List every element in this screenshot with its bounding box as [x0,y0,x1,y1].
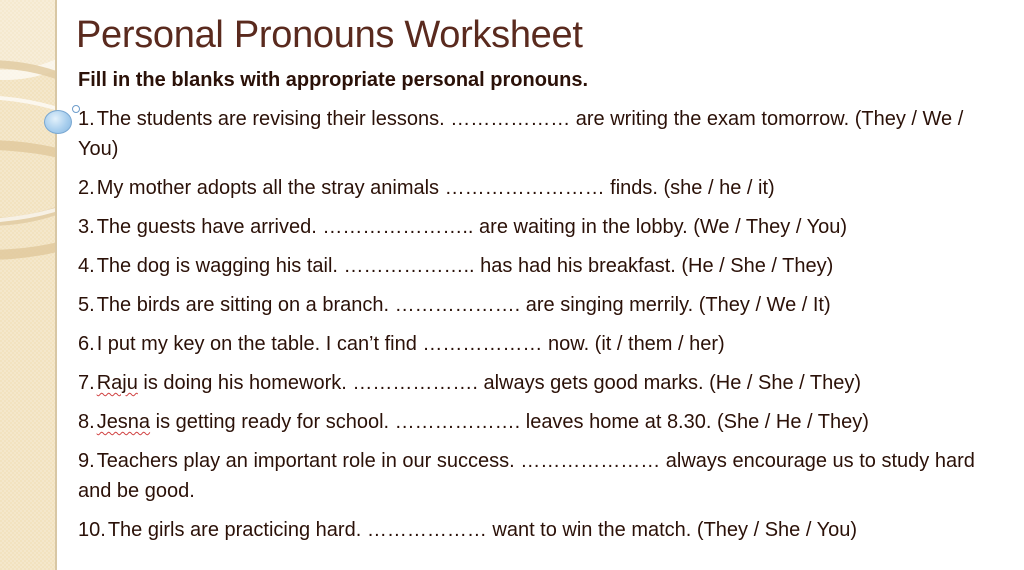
page-title: Personal Pronouns Worksheet [76,14,583,56]
question-item-9 [78,446,998,506]
question-number: 9. [78,450,95,472]
question-item-6 [78,329,998,359]
decorative-arc [0,140,57,260]
question-text: The guests have arrived. ………………….. are waiting in the lobby. (We / They / You) [96,216,848,238]
question-text: is getting ready for school. ………………. leaves home at 8.30. (She / He / They) [150,411,869,433]
decorative-bubble-icon [44,110,72,134]
question-text: I put my key on the table. I can’t find ……………… now. (it / them / her) [96,333,725,355]
instructions-text: Fill in the blanks with appropriate personal pronouns. [78,69,589,91]
question-number: 4. [78,255,95,277]
question-item-10 [78,515,998,545]
question-text: Teachers play an important role in our success. ………………… always encourage us to study hard and be good. [78,450,975,502]
question-number: 7. [78,372,95,394]
question-number: 2. [78,177,95,199]
question-number: 10. [78,519,106,541]
question-number: 6. [78,333,95,355]
question-item-7 [78,368,998,398]
spellcheck-flagged-name: Raju [96,372,138,394]
question-text: is doing his homework. ………………. always gets good marks. (He / She / They) [137,372,862,394]
question-number: 8. [78,411,95,433]
question-number: 5. [78,294,95,316]
decorative-side-strip [0,0,57,570]
question-number: 3. [78,216,95,238]
question-text: The dog is wagging his tail. ……………….. has had his breakfast. (He / She / They) [96,255,834,277]
question-item-1 [78,104,998,164]
question-item-8 [78,407,998,437]
question-item-2 [78,173,998,203]
question-list [78,104,998,554]
question-item-4 [78,251,998,281]
question-text: My mother adopts all the stray animals …………………… finds. (she / he / it) [96,177,775,199]
question-item-5 [78,290,998,320]
question-number: 1. [78,108,95,130]
question-text: The birds are sitting on a branch. ………………. are singing merrily. (They / We / It) [96,294,831,316]
question-item-3 [78,212,998,242]
question-text: The students are revising their lessons. ……………… are writing the exam tomorrow. (They / We / You) [78,108,964,160]
question-text: The girls are practicing hard. ……………… want to win the match. (They / She / You) [107,519,858,541]
spellcheck-flagged-name: Jesna [96,411,151,433]
